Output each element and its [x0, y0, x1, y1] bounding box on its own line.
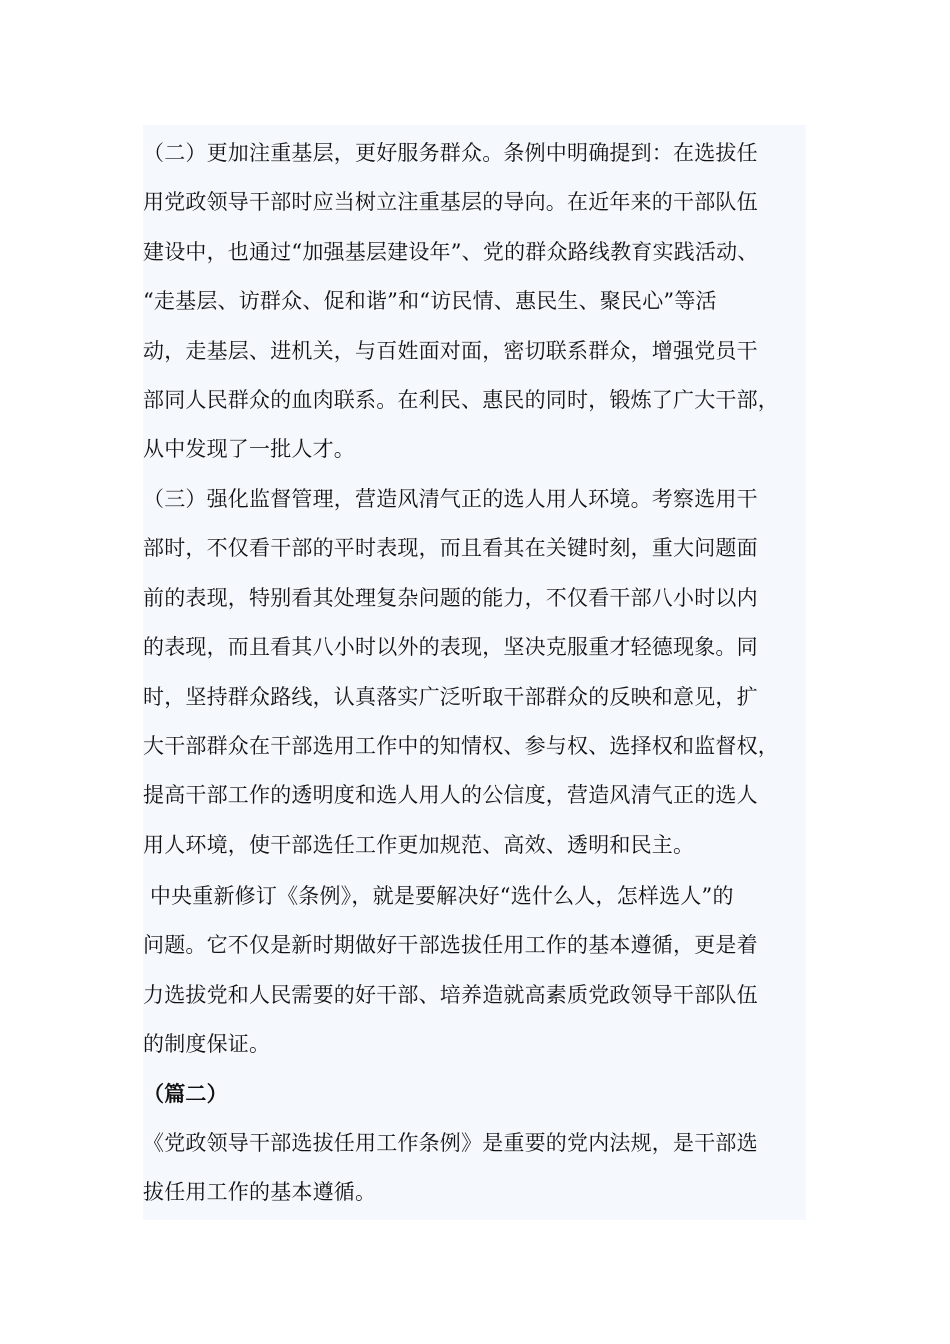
paragraph-supervision	[143, 475, 806, 870]
paragraph-grassroots	[143, 129, 806, 475]
text-line: “走基层、访群众、促和谐”和“访民情、惠民生、聚民心”等活	[143, 289, 717, 314]
text-line: 中央重新修订《条例》，就是要解决好“选什么人，怎样选人”的	[143, 884, 734, 908]
text-line: 问题。它不仅是新时期做好干部选拔任用工作的基本遵循，更是着	[143, 933, 758, 958]
paragraph-regulation-intro	[143, 1119, 806, 1218]
text-line: 的表现，而且看其八小时以外的表现，坚决克服重才轻德现象。同	[143, 635, 758, 660]
text-line: 部时，不仅看干部的平时表现，而且看其在关键时刻，重大问题面	[143, 536, 758, 561]
text-line: 建设中，也通过“加强基层建设年”、党的群众路线教育实践活动、	[143, 239, 759, 264]
text-line: （二）更加注重基层，更好服务群众。条例中明确提到：在选拔任	[143, 141, 758, 165]
text-line: （三）强化监督管理，营造风清气正的选人用人环境。考察选用干	[143, 487, 758, 511]
text-line: 部同人民群众的血肉联系。在利民、惠民的同时，锻炼了广大干部，	[143, 388, 779, 413]
section-heading-part-two	[143, 1070, 806, 1119]
text-line: 拔任用工作的基本遵循。	[143, 1180, 377, 1205]
text-line: 用人环境，使干部选任工作更加规范、高效、透明和民主。	[143, 832, 695, 857]
text-line: 提高干部工作的透明度和选人用人的公信度，营造风清气正的选人	[143, 783, 758, 808]
paragraph-regulation-revision	[143, 872, 806, 1070]
text-line: 动，走基层、进机关，与百姓面对面，密切联系群众，增强党员干	[143, 338, 758, 363]
text-line: 前的表现，特别看其处理复杂问题的能力，不仅看干部八小时以内	[143, 585, 758, 610]
text-line: 大干部群众在干部选用工作中的知情权、参与权、选择权和监督权，	[143, 734, 779, 759]
document-text-block	[143, 125, 806, 1220]
text-line: 《党政领导干部选拔任用工作条例》是重要的党内法规，是干部选	[143, 1131, 758, 1155]
text-line: 用党政领导干部时应当树立注重基层的导向。在近年来的干部队伍	[143, 190, 758, 215]
text-line: 时，坚持群众路线，认真落实广泛听取干部群众的反映和意见，扩	[143, 684, 758, 709]
text-line: 从中发现了一批人才。	[143, 437, 355, 462]
text-line: 的制度保证。	[143, 1032, 271, 1057]
text-line: 力选拔党和人民需要的好干部、培养造就高素质党政领导干部队伍	[143, 982, 758, 1007]
text-line: （篇二）	[143, 1082, 228, 1106]
